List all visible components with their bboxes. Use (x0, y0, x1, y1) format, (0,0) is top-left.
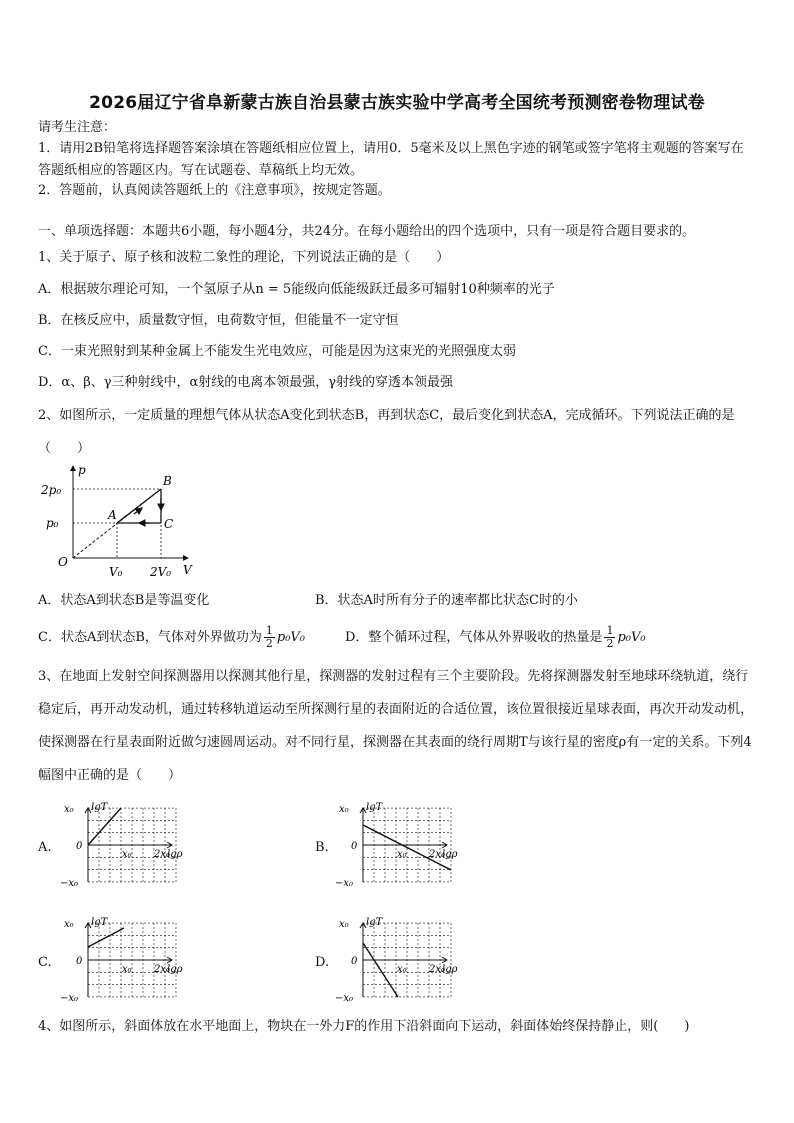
q2-pv-graph (38, 460, 208, 582)
q3-stem: 3、在地面上发射空间探测器用以探测其他行星，探测器的发射过程有三个主要阶段。先将探测器发射至地球环绕轨道，绕行稳定后，再开动发动机，通过转移轨道运动至所探测行星的表面附近的合适位置，该位置很接近星球表面，再次开动发动机，使探测器在行星表面附近做匀速圆周运动。对不同行星，探测器在其表面的绕行周期T与该行星的密度ρ有一定的关系。下列4幅图中正确的是（ ） (38, 669, 754, 783)
q3-graph-c (60, 915, 200, 1005)
tick-zero: 0 (351, 956, 358, 967)
q2-option-d: D．整个循环过程，气体从外界吸收的热量是 $\frac{1}{2}$ p₀V₀ (345, 624, 646, 650)
tick-x0: x₀ (397, 964, 407, 975)
point-b-label: B (163, 474, 172, 488)
q1-option-c: C．一束光照射到某种金属上不能发生光电效应，可能是因为这束光的光照强度太弱 (38, 344, 516, 359)
tick-2x0: 2x₀ (429, 964, 446, 975)
process-ab (117, 489, 161, 523)
tick-y-neg: −x₀ (335, 878, 354, 889)
q1-stem: 1、关于原子、原子核和波粒二象性的理论，下列说法正确的是（ ） (38, 250, 450, 265)
q1-option-a: A．根据玻尔理论可知，一个氢原子从n = 5能级向低能级跃迁最多可辐射10种频率的光子 (38, 282, 555, 297)
lgt-axis-label: lgT (91, 917, 108, 928)
notice-item-1: 1．请用2B铅笔将选择题答案涂填在答题纸相应位置上，请用0．5毫米及以上黑色字迹的钢笔或签字笔将主观题的答案写在答题纸相应的答题区内。写在试题卷、草稿纸上均无效。 (38, 141, 744, 178)
q3-label-a: A. (38, 840, 52, 855)
q2-option-b: B．状态A时所有分子的速率都比状态C时的小 (315, 593, 578, 608)
lgt-axis-label: lgT (91, 802, 108, 813)
q3-graph-a (60, 800, 200, 890)
relation-line (88, 808, 121, 845)
relation-line (363, 825, 451, 870)
lgrho-axis-label: lgρ (442, 964, 458, 975)
relation-line (363, 943, 398, 997)
tick-2x0: 2x₀ (154, 964, 171, 975)
tick-y-pos: x₀ (64, 804, 74, 815)
tick-2p0: 2p₀ (41, 483, 62, 497)
q3-label-c: C. (38, 955, 52, 970)
tick-zero: 0 (76, 841, 83, 852)
origin-label: O (58, 555, 68, 569)
lgt-axis-label: lgT (366, 802, 383, 813)
page-title: 2026届辽宁省阜新蒙古族自治县蒙古族实验中学高考全国统考预测密卷物理试卷 (89, 93, 705, 113)
v-axis-label: V (183, 563, 192, 577)
q4-stem: 4、如图所示，斜面体放在水平地面上，物块在一外力F的作用下沿斜面向下运动，斜面体始终保持静止，则( ) (38, 1019, 690, 1034)
tick-2x0: 2x₀ (429, 849, 446, 860)
lgrho-axis-label: lgρ (442, 849, 458, 860)
q1-option-d: D．α、β、γ三种射线中，α射线的电离本领最强，γ射线的穿透本领最强 (38, 375, 454, 390)
tick-y-pos: x₀ (64, 919, 74, 930)
tick-zero: 0 (76, 956, 83, 967)
tick-y-pos: x₀ (339, 804, 349, 815)
tick-x0: x₀ (122, 849, 132, 860)
q1-option-b: B．在核反应中，质量数守恒，电荷数守恒，但能量不一定守恒 (38, 313, 399, 328)
tick-y-neg: −x₀ (60, 993, 79, 1004)
notice-heading: 请考生注意： (38, 120, 117, 135)
q2-option-c: C．状态A到状态B，气体对外界做功为 $\frac{1}{2}$ p₀V₀ (38, 624, 306, 650)
tick-x0: x₀ (122, 964, 132, 975)
relation-line (88, 928, 124, 947)
point-c-label: C (164, 517, 174, 531)
section-heading: 一、单项选择题：本题共6小题，每小题4分，共24分。在每小题给出的四个选项中，只有一项是符合题目要求的。 (38, 224, 696, 239)
tick-2v0: 2V₀ (150, 565, 172, 579)
lgrho-axis-label: lgρ (167, 964, 183, 975)
q2-option-a: A．状态A到状态B是等温变化 (38, 593, 210, 608)
tick-2x0: 2x₀ (154, 849, 171, 860)
tick-y-neg: −x₀ (60, 878, 79, 889)
tick-y-pos: x₀ (339, 919, 349, 930)
tick-y-neg: −x₀ (335, 993, 354, 1004)
point-a-label: A (108, 508, 117, 522)
tick-x0: x₀ (397, 849, 407, 860)
q3-label-d: D. (315, 955, 330, 970)
p-axis-label: p (78, 463, 86, 477)
tick-zero: 0 (351, 841, 358, 852)
notice-item-2: 2．答题前，认真阅读答题纸上的《注意事项》，按规定答题。 (38, 183, 391, 198)
q3-graph-b (335, 800, 475, 890)
q2-stem: 2、如图所示，一定质量的理想气体从状态A变化到状态B，再到状态C，最后变化到状态A，完成循环。下列说法正确的是（ ） (38, 408, 735, 456)
tick-p0: p₀ (46, 516, 59, 530)
q3-label-b: B. (315, 840, 329, 855)
lgrho-axis-label: lgρ (167, 849, 183, 860)
lgt-axis-label: lgT (366, 917, 383, 928)
tick-v0: V₀ (109, 565, 123, 579)
q3-graph-d (335, 915, 475, 1005)
